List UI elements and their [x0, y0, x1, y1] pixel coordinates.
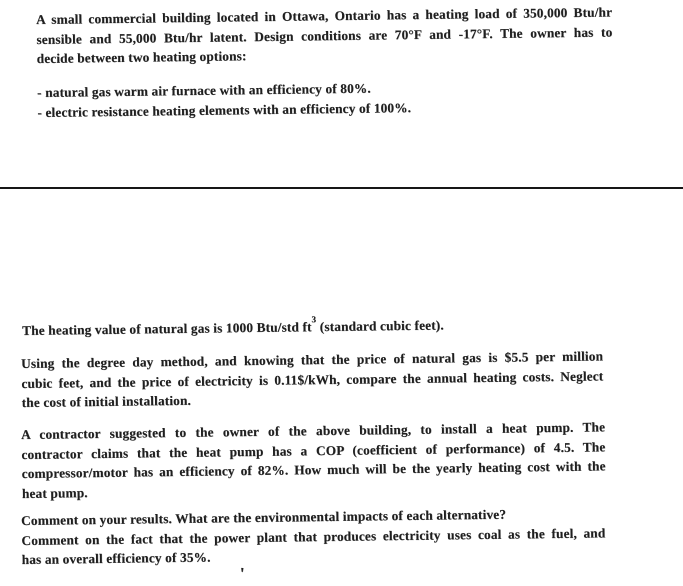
heating-value-sentence — [22, 313, 652, 341]
comments-line-3: has an overall efficiency of 35%. — [21, 549, 211, 568]
heating-value-text: The heating value of natural gas is 1000 Btu/std ft — [22, 319, 312, 338]
heat-pump-line-2: contractor claims that the heat pump has a COP (coefficient of performance) of 4.5. The — [21, 438, 606, 462]
option-item-electric-resistance: - electric resistance heating elements with an efficiency of 100%. — [37, 100, 412, 121]
heat-pump-paragraph — [21, 417, 606, 503]
heating-options-list — [37, 76, 597, 124]
cubic-feet-superscript: 3 — [311, 313, 317, 324]
comments-line-2: Comment on the fact that the power plant that produces electricity uses coal as the fuel, and — [21, 524, 606, 548]
heat-pump-line-1: A contractor suggested to the owner of the above building, to install a heat pump. The — [21, 419, 606, 442]
degree-day-line-1: Using the degree day method, and knowing that the price of natural gas is $5.5 per million — [21, 348, 604, 371]
heat-pump-line-3: compressor/motor has an efficiency of 82%. How much will be the yearly heating cost with the — [21, 458, 606, 482]
degree-day-paragraph — [21, 346, 604, 412]
ink-mark: ' — [239, 564, 245, 584]
comments-paragraph — [21, 503, 606, 569]
degree-day-line-2: cubic feet, and the price of electricity is 0.11$/kWh, compare the annual heating costs. Neglect — [21, 367, 604, 391]
comments-line-1: Comment on your results. What are the environmental impacts of each alternative? — [21, 506, 507, 528]
intro-paragraph — [36, 2, 613, 68]
heat-pump-line-4: heat pump. — [21, 484, 88, 501]
section-divider-rule — [0, 187, 683, 189]
intro-line-2: sensible and 55,000 Btu/hr latent. Design conditions are 70°F and -17°F. The owner has to — [36, 24, 613, 47]
intro-line-3: decide between two heating options: — [36, 48, 247, 67]
degree-day-line-3: the cost of initial installation. — [21, 392, 192, 411]
heating-value-text-end: (standard cubic feet). — [316, 317, 444, 335]
intro-line-1: A small commercial building located in Ottawa, Ontario has a heating load of 350,000 Btu/hr — [36, 4, 613, 27]
option-item-gas-furnace: - natural gas warm air furnace with an efficiency of 80%. — [37, 80, 371, 100]
